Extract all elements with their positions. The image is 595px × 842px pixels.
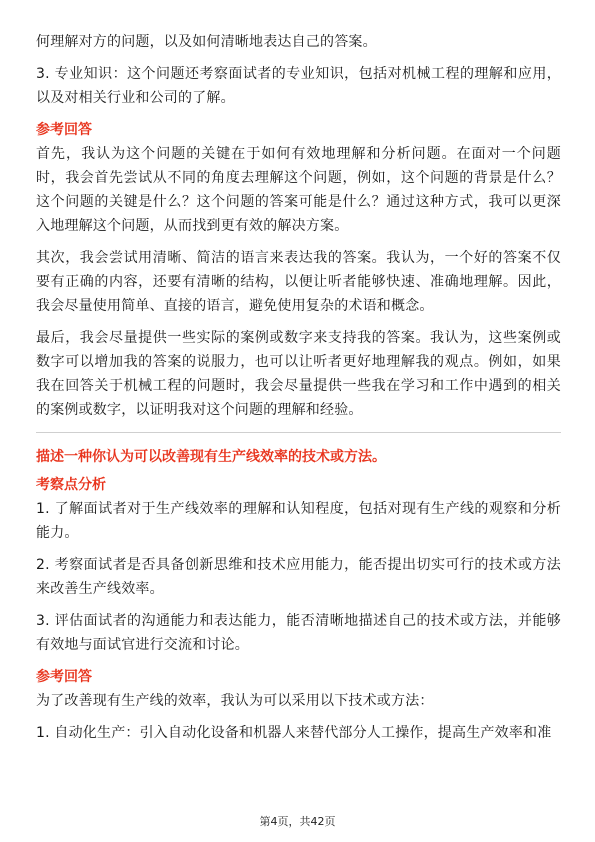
paragraph-second: 其次，我会尝试用清晰、简洁的语言来表达我的答案。我认为，一个好的答案不仅要有正确的内容，还要有清晰的结构，以便让听者能够快速、准确地理解。因此，我会尽量使用简单、直接的语言，避免使用复杂的术语和概念。 [36, 250, 561, 314]
analysis-item-1: 1. 了解面试者对于生产线效率的理解和认知程度，包括对现有生产线的观察和分析能力。 [36, 501, 561, 541]
question-heading: 描述一种你认为可以改善现有生产线效率的技术或方法。 [36, 449, 386, 465]
analysis-item-2: 2. 考察面试者是否具备创新思维和技术应用能力，能否提出切实可行的技术或方法来改善生产线效率。 [36, 557, 561, 597]
section-divider [36, 432, 561, 433]
paragraph-intro-tail: 何理解对方的问题，以及如何清晰地表达自己的答案。 [36, 34, 377, 50]
answer-intro: 为了改善现有生产线的效率，我认为可以采用以下技术或方法： [36, 693, 434, 709]
document-page [36, 30, 561, 745]
heading-reference-answer-2: 参考回答 [36, 669, 92, 685]
page-footer: 第4页，共42页 [259, 815, 336, 828]
answer-item-1: 1. 自动化生产：引入自动化设备和机器人来替代部分人工操作，提高生产效率和准 [36, 725, 552, 741]
paragraph-point-3: 3. 专业知识：这个问题还考察面试者的专业知识，包括对机械工程的理解和应用，以及对相关行业和公司的了解。 [36, 66, 561, 106]
heading-reference-answer-1: 参考回答 [36, 122, 92, 138]
heading-analysis: 考察点分析 [36, 477, 106, 493]
paragraph-last: 最后，我会尽量提供一些实际的案例或数字来支持我的答案。我认为，这些案例或数字可以增加我的答案的说服力，也可以让听者更好地理解我的观点。例如，如果我在回答关于机械工程的问题时，我会尽量提供一些我在学习和工作中遇到的相关的案例或数字，以证明我对这个问题的理解和经验。 [36, 330, 561, 418]
paragraph-first: 首先，我认为这个问题的关键在于如何有效地理解和分析问题。在面对一个问题时，我会首先尝试从不同的角度去理解这个问题，例如，这个问题的背景是什么？这个问题的关键是什么？这个问题的答案可能是什么？通过这种方式，我可以更深入地理解这个问题，从而找到更有效的解决方案。 [36, 146, 561, 234]
analysis-item-3: 3. 评估面试者的沟通能力和表达能力，能否清晰地描述自己的技术或方法，并能够有效地与面试官进行交流和讨论。 [36, 613, 561, 653]
